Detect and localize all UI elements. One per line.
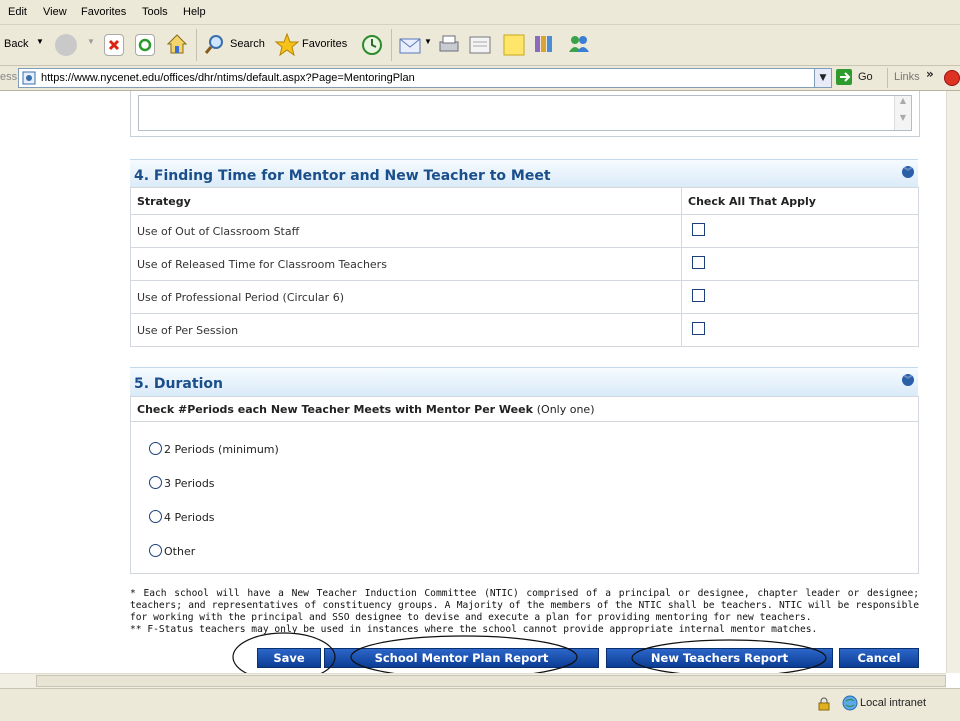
radio-label: 4 Periods (164, 511, 215, 524)
edit-icon[interactable] (468, 33, 490, 55)
strategy-label: Use of Professional Period (Circular 6) (131, 281, 682, 314)
address-label: ess (0, 71, 18, 83)
strategy-label: Use of Per Session (131, 314, 682, 347)
menu-bar (0, 0, 960, 25)
new-teachers-report-button[interactable]: New Teachers Report (606, 648, 833, 668)
url-text[interactable]: https://www.nycenet.edu/offices/dhr/ntims/default.aspx?Page=MentoringPlan (41, 72, 415, 84)
menu-tools[interactable]: Tools (142, 6, 168, 18)
menu-favorites[interactable]: Favorites (81, 6, 127, 18)
forward-icon[interactable] (55, 34, 77, 56)
address-bar (0, 66, 960, 91)
menu-help[interactable]: Help (183, 6, 206, 18)
stop-icon[interactable] (104, 34, 124, 56)
strategy-label: Use of Released Time for Classroom Teachers (131, 248, 682, 281)
research-icon[interactable] (532, 32, 554, 54)
page-content (0, 91, 946, 673)
back-dropdown-icon[interactable]: ▼ (36, 37, 44, 46)
footnote-ntic: * Each school will have a New Teacher Induction Committee (NTIC) comprised of a principal or designee, chapter leader or designee; teachers; and representatives of constituency groups. A Majority of the members of the NTIC shall be teachers. NTIC will be responsible for working with the principal and SSO designee to devise and execute a plan for providing mentoring for new teachers. (130, 588, 919, 623)
go-button[interactable]: Go (858, 71, 873, 83)
refresh-icon[interactable] (135, 34, 155, 56)
status-bar (0, 688, 960, 721)
mail-icon[interactable] (398, 33, 420, 55)
annotation-ellipse-save (233, 633, 335, 673)
go-arrow-icon[interactable] (836, 69, 852, 85)
search-icon[interactable] (203, 33, 225, 55)
security-zone: Local intranet (860, 697, 927, 709)
duration-question-text: Check #Periods each New Teacher Meets with Mentor Per Week (137, 403, 533, 416)
search-button[interactable]: Search (230, 38, 265, 50)
favorites-star-icon[interactable] (274, 32, 296, 54)
horizontal-scroll-thumb[interactable] (36, 675, 946, 687)
strategy-label: Use of Out of Classroom Staff (131, 215, 682, 248)
messenger-icon[interactable] (566, 32, 588, 54)
annotation-ellipse-teachers-report (632, 640, 826, 673)
page-icon (22, 71, 36, 85)
lock-icon (818, 697, 830, 709)
blocker-icon[interactable] (944, 70, 960, 86)
menu-view[interactable]: View (43, 6, 67, 18)
duration-question-note: (Only one) (536, 403, 595, 416)
menu-edit[interactable]: Edit (8, 6, 27, 18)
back-button[interactable]: Back (4, 38, 29, 50)
links-chevron-icon[interactable]: » (926, 67, 934, 81)
section-5-title: 5. Duration (134, 376, 223, 392)
history-icon[interactable] (360, 33, 382, 55)
col-strategy: Strategy (131, 188, 682, 215)
annotation-ellipse-mentor-report (351, 636, 577, 673)
vertical-scrollbar[interactable] (946, 91, 960, 673)
radio-label: 3 Periods (164, 477, 215, 490)
cancel-button[interactable]: Cancel (839, 648, 919, 668)
collapse-section-4-icon[interactable]: ︾ (904, 167, 912, 176)
section-4-title: 4. Finding Time for Mentor and New Teacher to Meet (134, 168, 551, 184)
save-button[interactable]: Save (257, 648, 321, 668)
radio-label: Other (164, 545, 196, 558)
textarea-scrollbar[interactable]: ▲ ▼ (894, 96, 911, 130)
school-mentor-plan-report-button[interactable]: School Mentor Plan Report (324, 648, 599, 668)
print-icon[interactable] (437, 33, 459, 55)
radio-label: 2 Periods (minimum) (164, 443, 279, 456)
forward-dropdown-icon[interactable]: ▼ (87, 37, 95, 46)
links-label[interactable]: Links (894, 71, 920, 83)
intranet-globe-icon (842, 695, 858, 711)
col-check-all: Check All That Apply (682, 188, 919, 215)
browser-toolbar (0, 25, 960, 66)
url-field[interactable] (18, 68, 832, 88)
collapse-section-5-icon[interactable]: ︾ (904, 375, 912, 384)
annotation-overlay (0, 91, 946, 673)
url-dropdown-icon[interactable]: ▼ (814, 69, 831, 87)
horizontal-scrollbar[interactable] (0, 673, 946, 688)
note-icon[interactable] (502, 33, 524, 55)
mail-dropdown-icon[interactable]: ▼ (424, 37, 432, 46)
favorites-button[interactable]: Favorites (302, 38, 348, 50)
home-icon[interactable] (165, 32, 187, 54)
footnote-f-status: ** F-Status teachers may only be used in instances where the school cannot provide appropriate internal mentor matches. (130, 624, 818, 635)
